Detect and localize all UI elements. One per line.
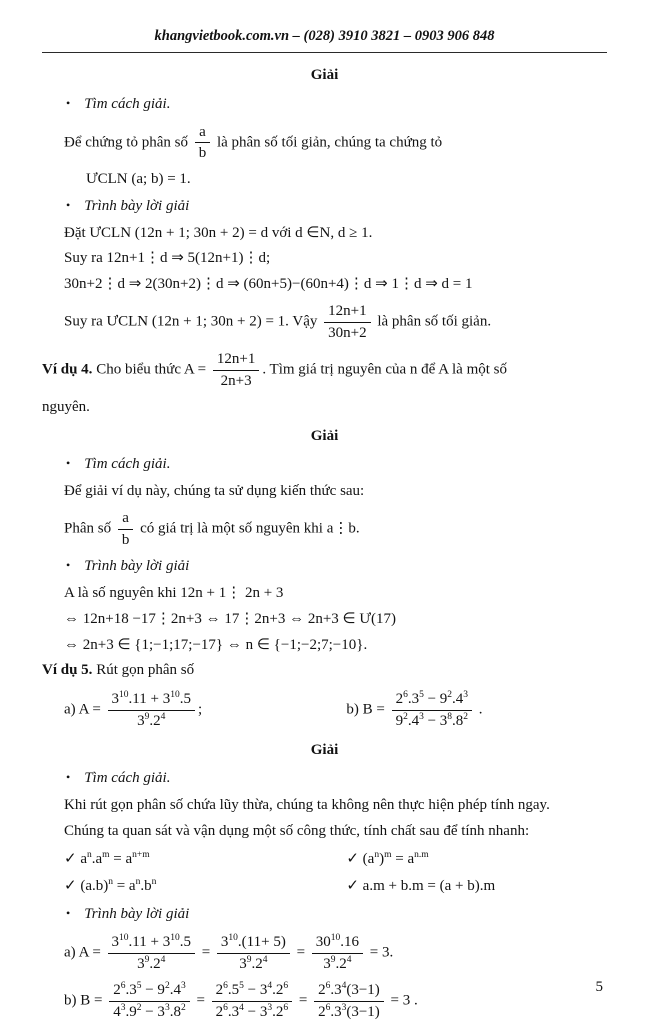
superscript: 3 [267,1003,273,1013]
fraction-denominator [312,954,363,974]
fraction [213,350,259,391]
fraction-numerator [213,350,259,371]
superscript: 6 [325,1003,331,1013]
fraction [109,981,189,1022]
superscript: 4 [267,981,273,992]
text-run: .2 [272,1004,284,1020]
text-run: ⇔ 12n+18 −17⋮2n+3 ⇔ 17⋮2n+3 ⇔ 2n+3 ∈ Ư(17) [64,610,396,627]
text-run: .5 [179,691,191,707]
fraction-denominator [217,954,290,974]
text-run: 3 [220,933,229,950]
fraction-denominator [392,711,472,731]
superscript: 2 [447,690,453,700]
superscript: m [384,849,392,860]
text-run: .8 [452,712,464,729]
text-run: .4 [407,712,420,729]
text-line [64,223,607,245]
text-run: Rút gọn phân số [92,662,195,679]
bullet-icon: • [66,95,71,110]
text-line [64,979,607,1024]
superscript: 2 [403,711,408,722]
text-run: .3 [330,982,342,999]
text-run: 30n+2⋮d ⇒ 2(30n+2)⋮d ⇒ (60n+5)−(60n+4)⋮d ⇒ 1⋮d ⇒ d = 1 [64,276,473,292]
superscript: n+m [132,849,150,860]
text-run: 30 [315,933,331,950]
superscript: 4 [160,711,166,722]
fraction [217,933,290,974]
two-column-line [64,876,607,898]
page-number: 5 [595,979,603,995]
text-run: Để chứng tỏ phân số [64,134,192,151]
document-content [42,65,607,1024]
text-line [42,348,607,393]
text-run: .b [140,878,152,895]
text-run: 12n+1 [216,351,256,368]
fraction-denominator [108,711,195,731]
fraction-numerator [314,981,384,1002]
text-line [86,169,607,191]
fraction-numerator [217,933,290,954]
superscript: n.m [414,849,429,860]
superscript: n [151,877,157,888]
text-run: 4 [113,1004,121,1020]
text-run: − 3 [243,1004,268,1020]
bullet-label: Tìm cách giải. [84,456,171,473]
text-run: b [198,145,207,162]
text-line [64,274,607,296]
text-run: 30n+2 [328,324,367,341]
text-run: .2 [149,712,161,729]
superscript: 3 [180,981,186,992]
fraction-denominator [195,143,211,163]
text-run: Suy ra ƯCLN (12n + 1; 30n + 2) = 1. Vậy [64,313,322,330]
superscript: 5 [419,690,424,700]
text-run: (3−1) [346,1004,380,1020]
text-run: . [475,701,483,718]
text-run: 2 [395,691,404,707]
text-run: 3 [239,955,247,972]
superscript: 4 [346,954,352,965]
fraction [195,123,211,164]
bullet-item [66,556,607,578]
text-run: .16 [340,933,360,950]
superscript: 10 [170,932,180,943]
text-run: ✓ (a [346,850,375,867]
text-run: 12n+1 [328,302,367,319]
text-run: .3 [227,1004,240,1020]
text-run: Chúng ta quan sát và vận dụng một số công thức, tính chất sau để tính nhanh: [64,822,530,839]
superscript: 9 [144,711,150,722]
text-run: ✓ a [64,850,87,867]
text-run: .9 [125,1004,137,1020]
bullet-item [66,94,607,116]
text-run: Để giải ví dụ này, chúng ta sử dụng kiến thức sau: [64,483,365,499]
superscript: 3 [341,1003,347,1013]
text-run: .2 [272,982,284,999]
text-run: .(11+ 5) [237,933,286,950]
superscript: 6 [223,981,228,992]
bullet-label: Trình bày lời giải [84,197,190,214]
fraction-numerator [195,123,211,144]
fraction-denominator [324,323,370,343]
text-line [64,635,607,657]
text-run: ✓ a.m + b.m = (a + b).m [346,878,496,895]
bullet-icon: • [66,558,71,573]
bullet-item [66,904,607,926]
superscript: 3 [463,690,469,700]
text-run: 2 [113,982,121,999]
text-run: − 3 [141,1004,165,1020]
text-run: ƯCLN (a; b) = 1. [86,171,191,187]
fraction-denominator [108,954,195,974]
fraction [314,981,384,1022]
text-run: a [122,509,129,526]
text-line [64,821,607,843]
text-line [64,609,607,631]
text-run: .2 [251,955,263,972]
text-run: ; [197,701,203,718]
text-run: là phân số tối giản, chúng ta chứng tỏ [213,134,443,151]
text-run: có giá trị là một số nguyên khi a⋮b. [136,520,360,537]
superscript: 10 [119,690,129,700]
fraction-numerator [324,302,370,323]
text-run: . Tìm giá trị nguyên của n để A là một số [262,361,508,378]
superscript: 9 [144,954,150,965]
text-run: 2 [215,982,224,999]
fraction-denominator [109,1002,189,1022]
fraction [108,933,195,974]
text-run: = [295,992,312,1009]
bold-label: Ví dụ 4. [42,361,93,378]
fraction-denominator [212,1002,292,1022]
superscript: 3 [164,1003,170,1013]
text-run: 2n+3 [220,373,252,389]
column-right [346,688,607,733]
fraction-numerator [118,509,134,530]
superscript: 2 [164,981,170,992]
text-run: = 3. [366,944,394,961]
text-run: Suy ra 12n+1⋮d ⇒ 5(12n+1)⋮d; [64,250,271,267]
two-column-line [64,849,607,871]
superscript: m [102,849,110,860]
fraction-numerator [212,981,292,1002]
superscript: 4 [262,954,268,965]
fraction-numerator [312,933,363,954]
bullet-icon: • [66,456,71,471]
text-line [42,660,607,682]
text-run: .3 [125,982,137,999]
fraction [392,690,472,731]
superscript: 10 [228,932,238,943]
text-line [64,507,607,552]
text-run: = a [391,850,415,867]
text-run: 2 [318,1004,326,1020]
column-left [64,688,346,733]
text-run: = [292,944,309,961]
text-run: − 3 [243,982,268,999]
text-line [64,300,607,345]
fraction [118,509,134,550]
fraction [324,302,370,343]
superscript: 6 [403,690,408,700]
superscript: 4 [160,954,166,965]
superscript: 5 [136,981,142,992]
text-run: A là số nguyên khi 12n + 1⋮ 2n + 3 [64,585,284,601]
section-heading: Giải [310,427,339,444]
bullet-icon: • [66,197,71,212]
fraction-denominator [314,1002,384,1022]
text-run: ⇔ 2n+3 ∈ {1;−1;17;−17} ⇔ n ∈ {−1;−2;7;−10}. [64,636,368,653]
text-run: = a [109,850,133,867]
superscript: 4 [239,1003,244,1013]
text-run: b) B = [64,992,107,1009]
bullet-label: Trình bày lời giải [84,558,190,575]
bullet-item [66,196,607,218]
bullet-label: Trình bày lời giải [84,906,190,922]
superscript: n [374,849,380,860]
text-run: .11 + 3 [128,933,171,950]
fraction-numerator [392,690,472,711]
text-run: 9 [395,712,404,729]
superscript: 3 [120,1003,126,1013]
superscript: 6 [120,981,126,992]
text-run: a [199,123,206,140]
text-run: Đặt ƯCLN (12n + 1; 30n + 2) = d với d ∈N, d ≥ 1. [64,224,373,241]
text-run: là phân số tối giản. [373,313,492,330]
text-run: nguyên. [42,398,90,415]
text-run: = [192,992,209,1009]
superscript: 6 [325,981,331,992]
text-run: .3 [330,1004,342,1020]
bold-label: Ví dụ 5. [42,662,93,679]
superscript: 10 [119,932,129,943]
fraction [312,933,363,974]
superscript: 9 [246,954,252,965]
fraction-denominator [213,371,259,391]
text-run: Cho biểu thức A = [92,361,210,378]
column-left [64,876,346,898]
text-run: = a [112,878,136,895]
text-run: ✓ (a.b) [64,878,109,895]
bullet-label: Tìm cách giải. [84,770,171,787]
bullet-item [66,454,607,476]
text-run: = 3 . [386,992,418,1009]
superscript: 9 [330,954,336,965]
text-run: − 9 [141,982,165,999]
text-run: .11 + 3 [128,691,171,707]
superscript: n [135,877,141,888]
superscript: 5 [239,981,244,992]
fraction [108,690,195,731]
text-run: .3 [407,691,420,707]
text-run: b [121,531,130,548]
text-run: 3 [323,955,331,972]
fraction-numerator [108,690,195,711]
superscript: 8 [447,711,453,722]
text-run: 3 [137,955,145,972]
text-run: .8 [169,1004,181,1020]
text-run: = [197,944,214,961]
fraction-denominator [118,530,134,550]
superscript: n [86,849,92,860]
text-run: .5 [179,933,191,950]
text-line [64,121,607,166]
text-run: .5 [227,982,240,999]
bullet-icon: • [66,770,71,785]
superscript: 2 [180,1003,186,1013]
superscript: 3 [419,711,424,722]
text-run: a) A = [64,701,105,718]
superscript: 4 [341,981,347,992]
text-line [64,481,607,503]
text-run: ) [379,850,385,867]
text-run: .4 [452,691,464,707]
two-column-line [64,688,607,733]
text-run: a) A = [64,944,105,961]
superscript: 10 [330,932,341,943]
section-heading: Giải [310,741,339,758]
fraction-numerator [109,981,189,1002]
fraction-numerator [108,933,195,954]
fraction [212,981,292,1022]
text-run: − 9 [423,691,448,707]
text-run: (3−1) [346,982,380,999]
text-run: − 3 [423,712,448,729]
text-run: Khi rút gọn phân số chứa lũy thừa, chúng ta không nên thực hiện phép tính ngay. [64,797,550,813]
text-line [64,931,607,976]
text-run: 3 [111,933,120,950]
superscript: n [108,877,113,888]
column-left [64,849,346,871]
superscript: 6 [283,1003,289,1013]
text-run: b) B = [346,701,389,718]
bullet-icon: • [66,906,71,920]
text-line [64,583,607,605]
superscript: 10 [170,690,180,700]
superscript: 6 [223,1003,228,1013]
text-line [64,795,607,817]
text-run: 3 [111,691,120,707]
text-line [64,248,607,270]
bullet-label: Tìm cách giải. [84,95,171,112]
text-run: .2 [149,955,161,972]
section-heading: Giải [310,67,339,83]
superscript: 2 [463,711,469,722]
page-header: khangvietbook.com.vn – (028) 3910 3821 – 0903 906 848 [42,28,607,53]
superscript: 2 [136,1003,142,1013]
bullet-item [66,768,607,790]
text-run: 3 [137,712,145,729]
column-right [346,849,607,871]
text-run: .a [91,850,103,867]
text-line [42,397,607,419]
text-run: 2 [318,982,326,999]
superscript: 6 [283,981,289,992]
column-right [346,876,607,898]
text-run: 2 [215,1004,224,1020]
text-run: .4 [169,982,181,999]
text-run: Phân số [64,520,115,537]
text-run: .2 [335,955,347,972]
